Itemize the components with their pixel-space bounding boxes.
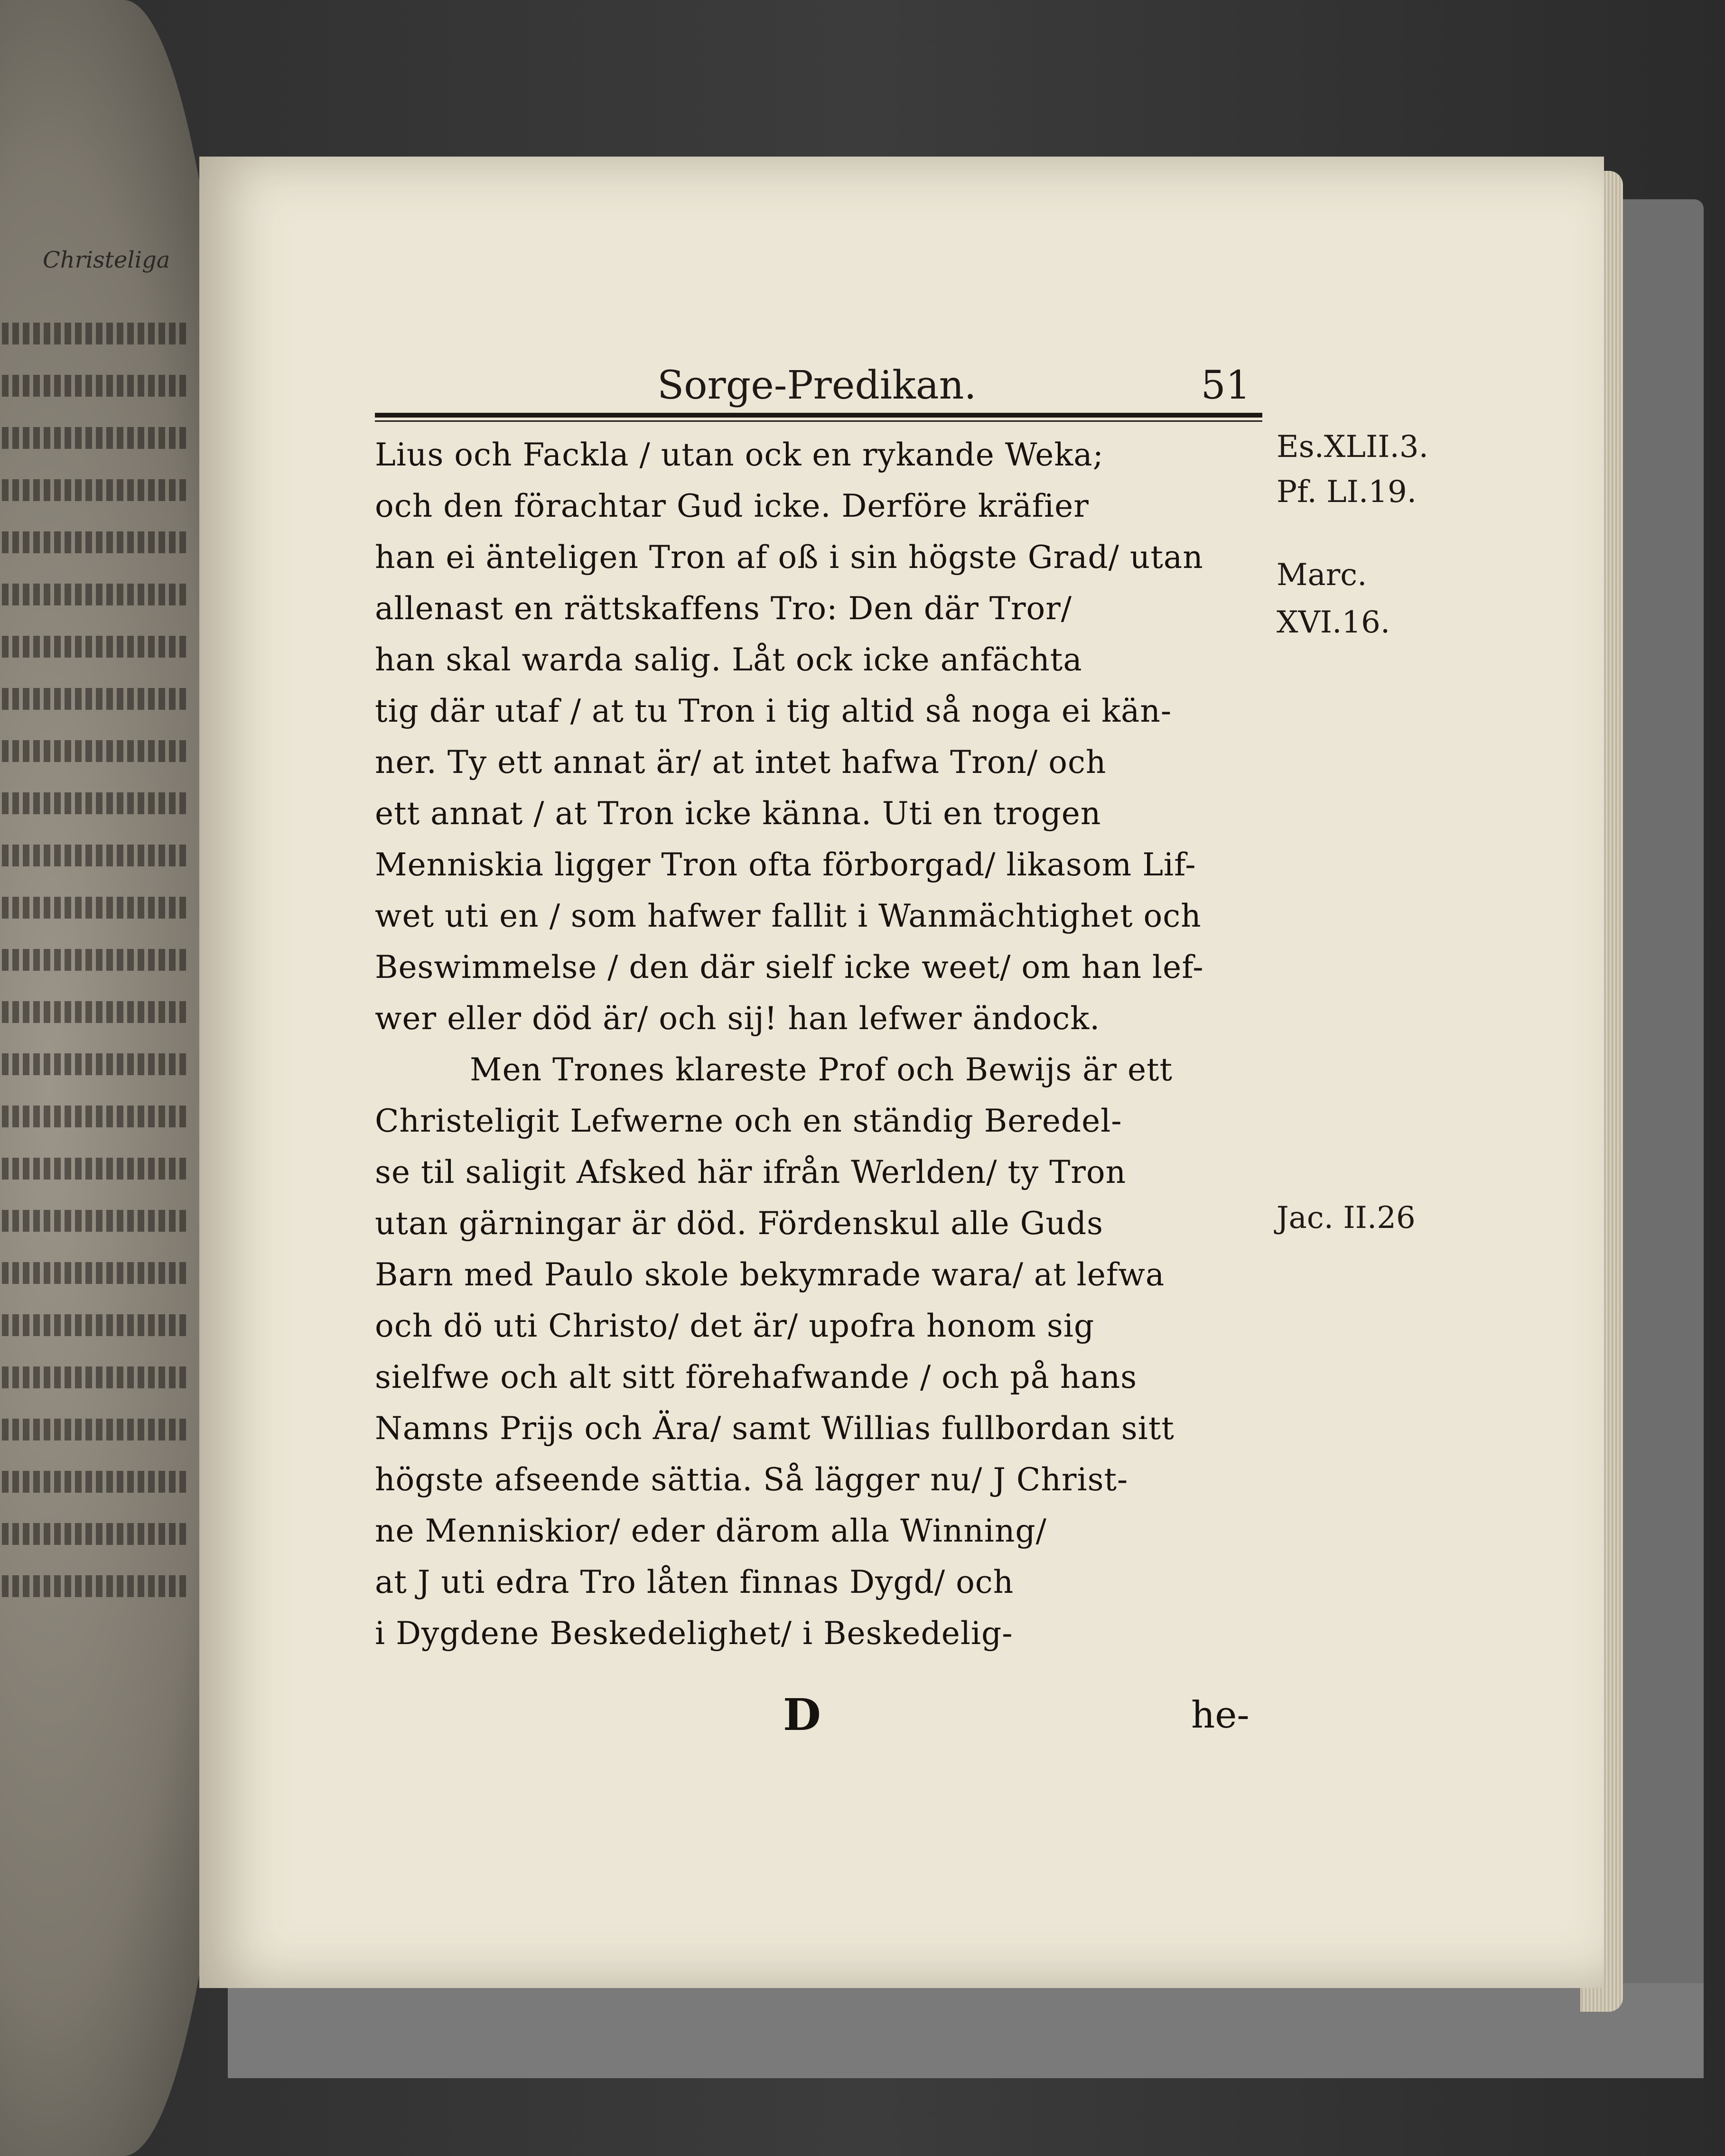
- left-text-line: [0, 1262, 190, 1284]
- text-line: ne Menniskior/ eder därom alla Winning/: [375, 1513, 1047, 1549]
- text-line: utan gärningar är död. Fördenskul alle Guds: [375, 1205, 1104, 1242]
- text-line: högste afseende sättia. Så lägger nu/ J Christ-: [375, 1461, 1128, 1498]
- left-text-line: [0, 897, 190, 919]
- left-text-line: [0, 1471, 190, 1493]
- left-text-line: [0, 479, 190, 501]
- margin-note: Jac. II.26: [1277, 1200, 1416, 1236]
- left-text-line: [0, 1366, 190, 1388]
- text-line: ner. Ty ett annat är/ at intet hafwa Tron/ och: [375, 744, 1107, 781]
- left-text-line: [0, 636, 190, 658]
- margin-note: Marc.: [1277, 558, 1367, 593]
- text-line: i Dygdene Beskedelighet/ i Beskedelig-: [375, 1615, 1013, 1652]
- left-text-line: [0, 792, 190, 814]
- left-text-line: [0, 688, 190, 710]
- margin-note: Es.XLII.3.: [1277, 429, 1428, 465]
- margin-note: XVI.16.: [1277, 605, 1390, 640]
- text-line: Barn med Paulo skole bekymrade wara/ at lefwa: [375, 1256, 1165, 1293]
- left-text-line: [0, 1575, 190, 1597]
- text-line: Beswimmelse / den där sielf icke weet/ om han lef-: [375, 949, 1204, 985]
- left-text-line: [0, 1106, 190, 1127]
- header-rule-thin: [375, 420, 1262, 422]
- text-line: allenast en rättskaffens Tro: Den där Tror/: [375, 590, 1072, 627]
- text-line: Menniskia ligger Tron ofta förborgad/ likasom Lif-: [375, 846, 1196, 883]
- page-number: 51: [1201, 363, 1250, 408]
- left-text-line: [0, 427, 190, 449]
- text-line: han skal warda salig. Låt ock icke anfächta: [375, 641, 1082, 678]
- running-head-title: Sorge-Predikan.: [657, 363, 977, 408]
- left-text-line: [0, 1053, 190, 1075]
- text-line: Lius och Fackla / utan ock en rykande Weka;: [375, 437, 1104, 473]
- text-line: Christeligit Lefwerne och en ständig Beredel-: [375, 1103, 1122, 1139]
- text-line: sielfwe och alt sitt förehafwande / och på hans: [375, 1359, 1138, 1395]
- catchword: he-: [1191, 1694, 1249, 1737]
- text-line: se til saligit Afsked här ifrån Werlden/ ty Tron: [375, 1154, 1127, 1190]
- body-text: [375, 429, 1253, 1659]
- header-rule: [375, 413, 1262, 418]
- left-text-line: [0, 375, 190, 397]
- left-text-line: [0, 845, 190, 866]
- text-line: tig där utaf / at tu Tron i tig altid så noga ei kän-: [375, 693, 1172, 729]
- left-text-line: [0, 1210, 190, 1232]
- left-text-line: [0, 1001, 190, 1023]
- text-line: wet uti en / som hafwer fallit i Wanmächtighet och: [375, 898, 1202, 934]
- left-page-header: Christeliga: [43, 247, 170, 273]
- text-line: Men Trones klareste Prof och Bewijs är ett: [470, 1051, 1173, 1088]
- text-line: wer eller död är/ och sij! han lefwer ändock.: [375, 1000, 1100, 1037]
- left-text-line: [0, 740, 190, 762]
- book-board-bottom: [228, 1983, 1704, 2078]
- left-text-line: [0, 1314, 190, 1336]
- margin-note: Pf. LI.19.: [1277, 474, 1417, 510]
- left-text-line: [0, 1523, 190, 1545]
- text-line: och den förachtar Gud icke. Derföre kräfier: [375, 488, 1089, 524]
- left-text-line: [0, 323, 190, 344]
- text-line: och dö uti Christo/ det är/ upofra honom sig: [375, 1308, 1095, 1344]
- text-line: han ei änteligen Tron af oß i sin högste Grad/ utan: [375, 539, 1203, 576]
- text-line: Namns Prijs och Ära/ samt Willias fullbordan sitt: [375, 1410, 1175, 1447]
- left-text-line: [0, 1158, 190, 1180]
- signature-mark: D: [783, 1689, 821, 1740]
- left-text-line: [0, 1419, 190, 1440]
- text-line: at J uti edra Tro låten finnas Dygd/ och: [375, 1564, 1014, 1600]
- left-text-line: [0, 531, 190, 553]
- left-text-line: [0, 949, 190, 971]
- left-text-line: [0, 584, 190, 605]
- text-line: ett annat / at Tron icke känna. Uti en trogen: [375, 795, 1101, 832]
